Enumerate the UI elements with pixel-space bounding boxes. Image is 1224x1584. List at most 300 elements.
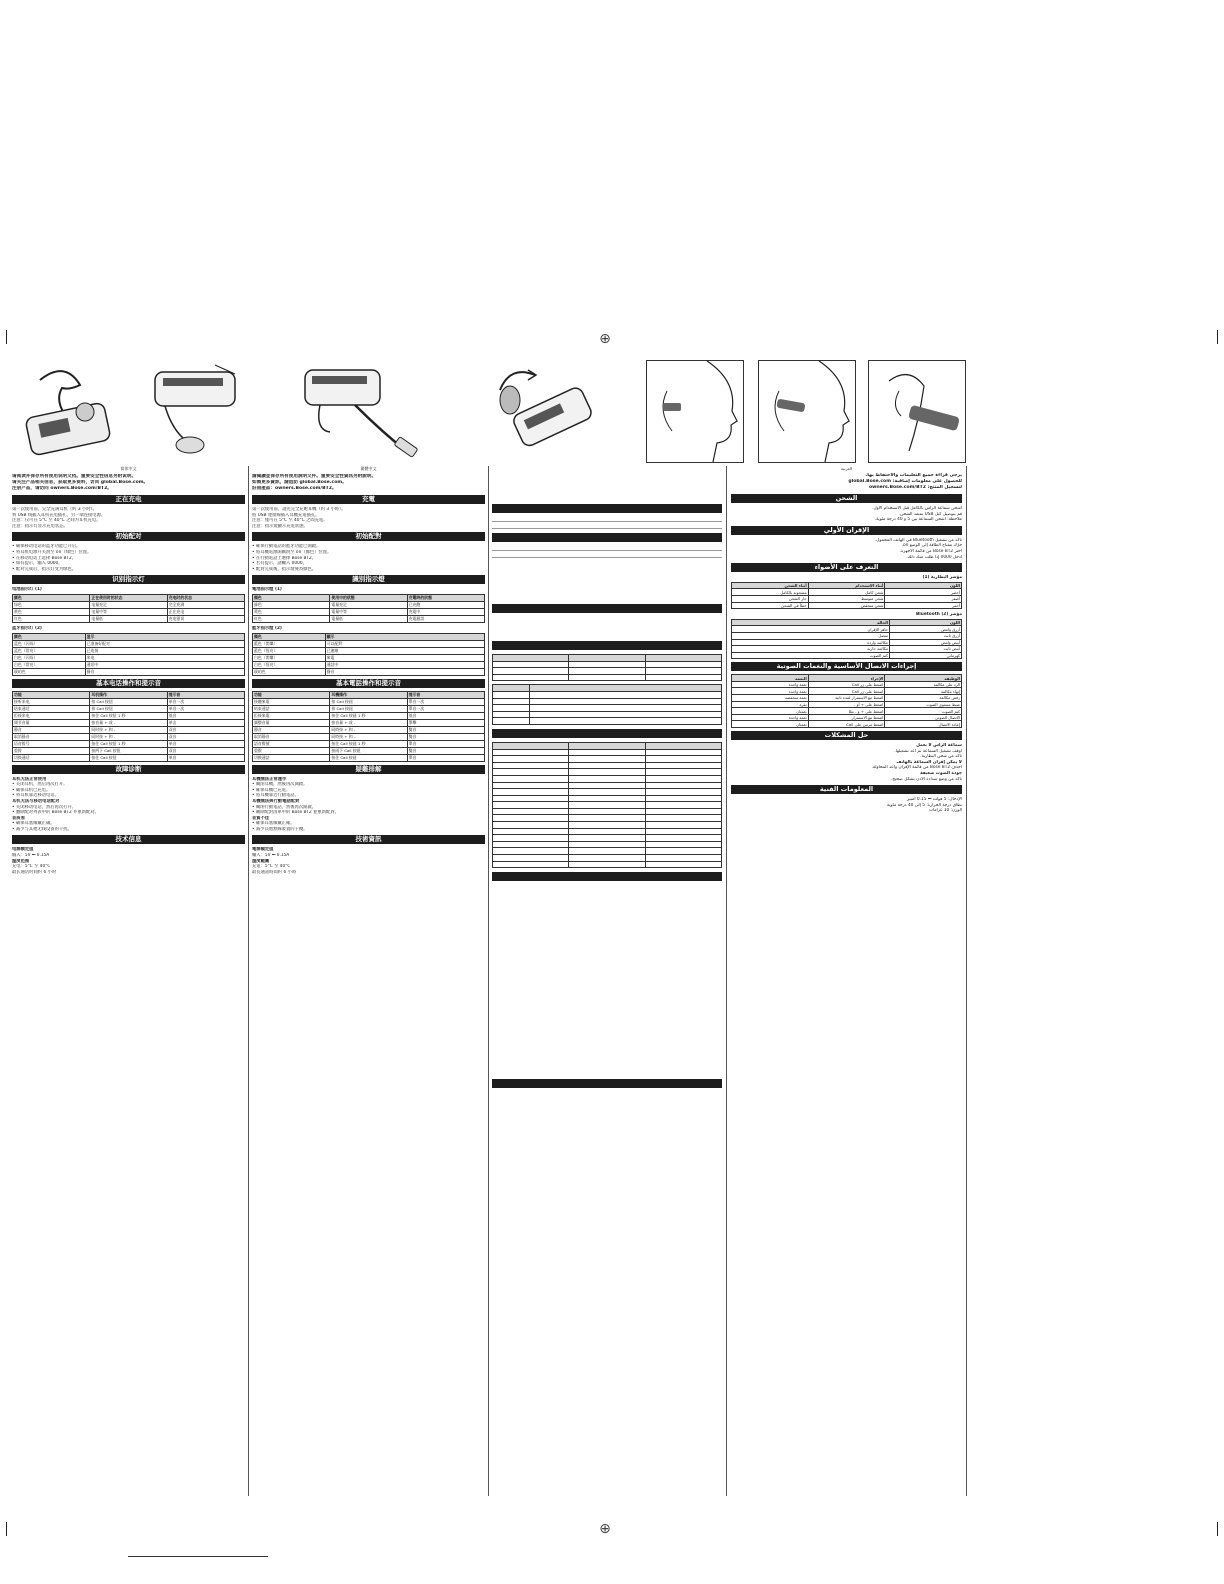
table-cell: شحن منخفض (808, 602, 885, 609)
table-cell: 同時按 + 和 - (330, 733, 407, 740)
table-cell: 按音量 + 或 - (330, 719, 407, 726)
text-line: • 确保耳机已充电。 (12, 787, 51, 793)
wear-step-1-icon (646, 360, 744, 463)
text-line: 注意：指示灯显示充电状态。 (12, 523, 68, 529)
table-row (732, 701, 962, 708)
table-row (13, 698, 245, 705)
text-line: 第一次使用前，完全充满耳机（约 3 小时）。 (12, 507, 97, 512)
table-cell: 电量充足 (90, 601, 167, 608)
rule-line (492, 546, 722, 551)
table-cell: اضغط مع الاستمرار لمدة ثانية (808, 695, 885, 702)
blank-table (492, 684, 722, 725)
table-cell: 按住 Call 按钮 1 秒 (90, 712, 167, 719)
text-line: 输入：5V ⎓ 0.15A (12, 853, 50, 859)
table-cell: إنهاء مكالمة (885, 688, 962, 695)
column-simplified-chinese (12, 466, 245, 1496)
table-cell: 通話中 (325, 661, 484, 668)
text-line: 溫度範圍 (252, 858, 270, 864)
table-cell: الرد على مكالمة (885, 681, 962, 688)
table-row (13, 668, 245, 675)
table-cell: 蓝色（常亮） (13, 647, 86, 654)
table-cell: 双音 (167, 747, 244, 754)
table-row (253, 747, 485, 754)
crop-mark (6, 1522, 7, 1536)
text-line: اختر Bose BT2 من قائمة الأجهزة. (899, 548, 962, 554)
table-cell: متصل (732, 632, 890, 639)
table-cell: 按 Call 按钮 (90, 705, 167, 712)
table-row (253, 754, 485, 761)
table-row (253, 705, 485, 712)
table-label: مؤشر Bluetooth (2) (916, 612, 962, 618)
text-line: • 确保移动电话的蓝牙功能已开启。 (12, 544, 81, 550)
text-line: • 關閉行動電話，然後再次開啟。 (252, 804, 317, 810)
table-header: 顏色 (253, 594, 330, 601)
text-line: • 删除配对列表中的 Bose BT2 并重新配对。 (12, 810, 99, 816)
section-bar (492, 504, 722, 513)
table-header: 正在使用时的状态 (90, 594, 167, 601)
text-line: • 關閉耳機，然後再次開啟。 (252, 782, 308, 788)
table-cell: 按住 Call 按鈕 1 秒 (330, 740, 407, 747)
battery-indicator-table (12, 594, 245, 623)
table-cell: 同时按 + 和 - (90, 726, 167, 733)
section-heading: 充電 (252, 495, 485, 504)
intro-line: 請閱讀並保存所有使用說明文件。重要安全性資訊另附說明。 (252, 474, 377, 479)
text-line: • 配对完成后，指示灯变为绿色。 (12, 566, 77, 572)
table-row (732, 652, 962, 659)
table-cell: 充電錯誤 (407, 615, 484, 622)
table-cell: أحمر (885, 602, 962, 609)
table-cell: مكالمة واردة (732, 639, 890, 646)
column-divider (248, 466, 249, 1496)
registration-mark-icon: ⊕ (599, 331, 611, 347)
table-cell: 静音 (13, 726, 90, 733)
phone-operations-table (252, 691, 485, 762)
table-row (253, 640, 485, 647)
section-bar (492, 1079, 722, 1088)
text-line: الإدخال: 5 فولت ⎓ 0.15 أمبير (907, 797, 962, 803)
crop-mark (1217, 1522, 1218, 1536)
table-cell: 白色（闪烁） (13, 654, 86, 661)
table-row (13, 719, 245, 726)
table-cell: 結束通話 (253, 705, 330, 712)
table-header: 功能 (253, 691, 330, 698)
text-line: 注意：仅可在 5°C 至 40°C 之间为耳机充电。 (12, 518, 101, 524)
section-heading: الإقران الأولي (731, 526, 962, 535)
table-cell: 黄色 (13, 608, 90, 615)
text-line: 耳機無法與行動電話配對 (252, 798, 300, 804)
text-line: 最长通话时间约 6 小时 (12, 869, 57, 875)
text-line: اشحن سماعة الرأس بالكامل قبل الاستخدام الأول. (872, 506, 962, 511)
text-line: • 将耳机电源开关滑至 on（绿色）位置。 (12, 549, 92, 555)
table-cell: 白色（閃爍） (253, 654, 326, 661)
text-line: تأكد من تشغيل Bluetooth في الهاتف المحمول. (874, 537, 962, 543)
table-cell: 蓝色（闪烁） (13, 640, 86, 647)
section-heading: 技術資訊 (252, 835, 485, 844)
table-cell: 單音 (407, 740, 484, 747)
table-row (253, 661, 485, 668)
table-cell: 單音 (407, 754, 484, 761)
text-line: • 確保行動電話的藍牙功能已開啟。 (252, 544, 321, 550)
blank-table (492, 742, 722, 868)
section-heading: المعلومات الفنية (731, 785, 962, 794)
table-row (732, 721, 962, 728)
table-header: 顏色 (253, 633, 326, 640)
table-row (13, 654, 245, 661)
table-cell: 白色（恆亮） (253, 661, 326, 668)
table-row (732, 681, 962, 688)
table-cell: 通话中 (85, 661, 244, 668)
table-cell: 拒接來電 (253, 712, 330, 719)
table-cell: 接听来电 (13, 698, 90, 705)
text-line: 電源額定值 (252, 847, 274, 853)
table-cell: 切换通话 (13, 754, 90, 761)
table-row (732, 646, 962, 653)
table-cell: 按音量 + 或 - (90, 719, 167, 726)
table-cell: شحن كامل (808, 589, 885, 596)
table-cell: 电量低 (90, 615, 167, 622)
text-line: • 减少与其他无线设备的干扰。 (12, 826, 72, 832)
text-line: سماعة الرأس لا تعمل (916, 743, 962, 749)
table-cell: 靜音 (253, 726, 330, 733)
table-header: 颜色 (13, 594, 90, 601)
table-row (253, 712, 485, 719)
table-row (13, 661, 245, 668)
table-cell: 單音一次 (407, 698, 484, 705)
table-cell: 静音 (85, 668, 244, 675)
table-cell: 單音一次 (407, 705, 484, 712)
footer-rule (128, 1556, 268, 1557)
table-cell: أبيض وامض (890, 639, 962, 646)
language-label: العربية (841, 466, 852, 471)
text-line: 將 USB 連接線插入耳機充電插孔。 (252, 512, 320, 518)
table-cell: 单音一次 (167, 698, 244, 705)
section-heading: الشحن (731, 494, 962, 503)
text-line: 最長通話時間約 6 小時 (252, 869, 297, 875)
headset-charging-icon (290, 360, 440, 465)
table-row (253, 698, 485, 705)
rule-line (492, 524, 722, 529)
table-cell: 取消靜音 (253, 733, 330, 740)
table-cell: نغمة منخفضة (732, 695, 809, 702)
crop-mark (1217, 330, 1218, 344)
table-label: 藍牙指示燈 (2) (252, 625, 282, 631)
text-line: احذف Bose BT2 من قائمة الإقران وأعد المحاولة. (871, 765, 962, 771)
table-cell: رفض مكالمة (885, 695, 962, 702)
table-row (13, 640, 245, 647)
section-heading: التعرف على الأضواء (731, 563, 962, 572)
table-cell: 拒接来电 (13, 712, 90, 719)
phone-operations-table (731, 674, 962, 728)
text-line: • 确保耳塞佩戴正确。 (12, 821, 55, 827)
table-cell: أزرق ثابت (890, 632, 962, 639)
text-line: • 將耳機電源開關滑至 on（綠色）位置。 (252, 549, 332, 555)
headset-side-icon (145, 360, 245, 465)
table-cell: 紅色 (253, 615, 330, 622)
table-cell: 黃色 (253, 608, 330, 615)
section-heading: 基本電話操作和提示音 (252, 679, 485, 688)
text-line: 耳机无法正常使用 (12, 776, 47, 782)
table-cell: أخضر (885, 589, 962, 596)
text-line: • 若有提示，請輸入 0000。 (252, 561, 307, 567)
text-line: • 刪除配對清單中的 Bose BT2 並重新配對。 (252, 810, 339, 816)
table-header: أثناء الشحن (732, 582, 809, 589)
table-cell: أصفر (885, 595, 962, 602)
table-row (253, 733, 485, 740)
table-header: 耳机操作 (90, 691, 167, 698)
text-line: 音質不佳 (252, 815, 270, 821)
column-arabic (731, 466, 962, 1496)
rule-line (492, 553, 722, 558)
table-cell: 正在充电 (167, 608, 244, 615)
table-row (13, 615, 245, 622)
table-label: 蓝牙指示灯 (2) (12, 625, 42, 631)
table-header: الإجراء (808, 675, 885, 682)
text-line: تأكد من شحن البطارية. (920, 754, 962, 760)
table-row (732, 602, 962, 609)
section-heading: 正在充电 (12, 495, 245, 504)
text-line: • 关闭耳机，然后再次打开。 (12, 782, 68, 788)
table-row (732, 639, 962, 646)
table-cell: 按住 Call 按鈕 1 秒 (330, 712, 407, 719)
table-label: 電池指示燈 (1) (252, 587, 282, 593)
table-cell: 藍色（閃爍） (253, 640, 326, 647)
table-row (732, 626, 962, 633)
table-header: 功能 (13, 691, 90, 698)
section-heading: 疑難排解 (252, 765, 485, 774)
column-divider (726, 466, 727, 1496)
table-cell: 藍色（恆亮） (253, 647, 326, 654)
table-cell: أبيض ثابت (890, 646, 962, 653)
table-cell: 低音 (407, 712, 484, 719)
table-cell: نغمة واحدة (732, 688, 809, 695)
intro-line: 请阅读并保存所有使用说明文档。重要安全性信息另附说明。 (12, 474, 137, 479)
table-cell: 切換通話 (253, 754, 330, 761)
table-cell: 同時按 + 和 - (330, 726, 407, 733)
text-line: • 減少其他無線裝置的干擾。 (252, 826, 308, 832)
table-row (732, 632, 962, 639)
table-cell: مكالمة جارية (732, 646, 890, 653)
section-bar (492, 872, 722, 881)
table-cell: 來電 (325, 654, 484, 661)
table-row (13, 726, 245, 733)
table-header: الوظيفة (885, 675, 962, 682)
text-line: 第一次使用前，請先完全充飽耳機（約 3 小時）。 (252, 507, 346, 512)
section-bar (492, 641, 722, 650)
table-row (253, 647, 485, 654)
table-cell: كهرماني (890, 652, 962, 659)
intro-line: 註冊產品：owners.Bose.com/BT2。 (252, 486, 337, 491)
table-cell: 白色（常亮） (13, 661, 86, 668)
bluetooth-indicator-table (731, 619, 962, 660)
text-line: 注意：僅可在 5°C 至 40°C 之間充電。 (252, 518, 328, 524)
section-heading: إجراءات الاتصال الأساسية والنغمات الصوتية (731, 662, 962, 671)
intro (252, 474, 485, 492)
table-row (253, 615, 485, 622)
section-heading: 基本电话操作和提示音 (12, 679, 245, 688)
table-cell: الاتصال الصوتي (885, 714, 962, 721)
section-heading: 初始配对 (12, 532, 245, 541)
table-cell: 琥珀色 (253, 668, 326, 675)
table-cell: نغمة واحدة (732, 681, 809, 688)
table-row (253, 654, 485, 661)
section-bar (492, 729, 722, 738)
text-line: لا يمكن إقران السماعة بالهاتف (896, 759, 962, 765)
section-heading: حل المشكلات (731, 731, 962, 740)
table-cell: 按两下 Call 按钮 (90, 747, 167, 754)
text-line: • 如有提示，输入 0000。 (12, 561, 63, 567)
table-cell: 已准备好配对 (85, 640, 244, 647)
table-label: 电池指示灯 (1) (12, 587, 42, 593)
table-cell: مشحونة بالكامل (732, 589, 809, 596)
text-line: 耳机无法与移动电话配对 (12, 798, 60, 804)
table-cell: نقرة (732, 701, 809, 708)
text-line: • 確保耳塞佩戴正確。 (252, 821, 295, 827)
table-row (732, 695, 962, 702)
table-row (253, 601, 485, 608)
intro-line: 如需更多資訊，請造訪 global.Bose.com。 (252, 480, 347, 485)
text-line: • 在移动电话上选择 Bose BT2。 (12, 555, 77, 561)
table-label: مؤشر البطارية (1) (922, 575, 962, 581)
text-line: 将 USB 线插入耳机充电插孔，另一端连接电源。 (12, 512, 106, 518)
table-cell: شحن متوسط (808, 595, 885, 602)
table-row (732, 714, 962, 721)
table-row (253, 726, 485, 733)
table-cell: 電量充足 (330, 601, 407, 608)
table-row (13, 754, 245, 761)
table-cell: 按兩下 Call 按鈕 (330, 747, 407, 754)
text-line: أدخل 0000 إذا طُلب منك ذلك. (906, 554, 962, 560)
wear-step-3-icon (868, 360, 966, 463)
bluetooth-indicator-table (252, 633, 485, 676)
table-cell: اضغط مع الاستمرار (808, 714, 885, 721)
crop-mark (6, 330, 7, 344)
table-header: 颜色 (13, 633, 86, 640)
text-line: • 將耳機靠近行動電話。 (252, 793, 299, 799)
text-line: 耳機無法正常運作 (252, 776, 287, 782)
column-blank-template (492, 466, 722, 1496)
table-cell: اضغط على زر Call (808, 681, 885, 688)
table-cell: 按住 Call 按钮 1 秒 (90, 740, 167, 747)
table-row (732, 589, 962, 596)
section-heading: 技术信息 (12, 835, 245, 844)
table-cell: 双音 (167, 733, 244, 740)
text-line: • 確保耳機已充電。 (252, 787, 291, 793)
table-cell: 结束通话 (13, 705, 90, 712)
table-cell: 琥珀色 (13, 668, 86, 675)
table-cell: 低音 (167, 712, 244, 719)
table-cell: 按 Call 按鈕 (330, 698, 407, 705)
table-header: 使用中的狀態 (330, 594, 407, 601)
table-cell: جارِ الشحن (732, 595, 809, 602)
table-cell: 語音撥號 (253, 740, 330, 747)
text-line: نطاق درجة الحرارة: 5 إلى 40 درجة مئوية (886, 802, 962, 808)
eartip-rotate-icon (480, 360, 600, 465)
column-divider (966, 466, 967, 1496)
table-cell: 单音 (167, 740, 244, 747)
table-cell: 同时按 + 和 - (90, 733, 167, 740)
table-cell: 電量低 (330, 615, 407, 622)
intro (12, 474, 245, 492)
table-row (13, 733, 245, 740)
table-cell: 按 Call 按钮 (90, 698, 167, 705)
table-cell: 調整音量 (253, 719, 330, 726)
table-cell: 取消静音 (13, 733, 90, 740)
table-row (13, 608, 245, 615)
table-cell: 已連線 (325, 647, 484, 654)
text-line: 电源额定值 (12, 847, 34, 853)
section-heading: 識別指示燈 (252, 575, 485, 584)
table-cell: ضبط مستوى الصوت (885, 701, 962, 708)
table-cell: 充電中 (407, 608, 484, 615)
table-row (13, 601, 245, 608)
table-cell: 来电 (85, 654, 244, 661)
section-heading: 识别指示灯 (12, 575, 245, 584)
column-divider (488, 466, 489, 1496)
table-row (253, 608, 485, 615)
table-cell: 红色 (13, 615, 90, 622)
table-row (13, 740, 245, 747)
table-header: اللون (890, 619, 962, 626)
table-header: 提示音 (407, 691, 484, 698)
language-label: 简体中文 (120, 466, 137, 471)
text-line: • 在行動電話上選擇 Bose BT2。 (252, 555, 317, 561)
table-cell: 可以配對 (325, 640, 484, 647)
table-cell: 语音拨号 (13, 740, 90, 747)
text-line: • 将耳机靠近移动电话。 (12, 793, 59, 799)
intro-line: 请关注产品相关信息，获取更多资料，访问 global.Bose.com。 (12, 480, 149, 485)
table-cell: نغمتان (732, 708, 809, 715)
text-line: أوقف تشغيل السماعة ثم أعد تشغيلها. (894, 748, 962, 754)
table-row (253, 740, 485, 747)
text-line: الوزن: 10 غرامات (928, 808, 962, 814)
table-header: اللون (885, 582, 962, 589)
table-row (13, 647, 245, 654)
table-cell: 單擊 (407, 719, 484, 726)
table-cell: 綠色 (253, 601, 330, 608)
battery-indicator-table (252, 594, 485, 623)
table-cell: كتم الصوت (732, 652, 890, 659)
table-header: النغمة (732, 675, 809, 682)
table-header: 耳機操作 (330, 691, 407, 698)
text-line: 充電：5°C 至 40°C (252, 864, 291, 870)
text-line: • 关闭移动电话，然后再次打开。 (12, 804, 77, 810)
language-label: 繁體中文 (360, 466, 377, 471)
table-header: أثناء الاستخدام (808, 582, 885, 589)
table-cell: اضغط مرتين على Call (808, 721, 885, 728)
text-line: • 配對完成後，指示燈變為綠色。 (252, 566, 317, 572)
table-cell: 重拨 (13, 747, 90, 754)
text-line: تأكد من وضع سدادة الأذن بشكل صحيح. (890, 776, 962, 782)
table-row (13, 712, 245, 719)
text-line: 輸入：5V ⎓ 0.15A (252, 853, 290, 859)
text-line: 温度范围 (12, 858, 30, 864)
table-cell: كتم الصوت (885, 708, 962, 715)
table-cell: 充电错误 (167, 615, 244, 622)
section-bar (492, 533, 722, 542)
text-line: ملاحظة: اشحن السماعة بين 5 و 40 درجة مئوية. (874, 517, 962, 523)
table-cell: 已充飽 (407, 601, 484, 608)
table-row (732, 708, 962, 715)
table-cell: 调节音量 (13, 719, 90, 726)
table-cell: خطأ في الشحن (732, 602, 809, 609)
intro-line: لتسجيل المنتج: owners.Bose.com/BT2 (868, 485, 962, 490)
intro-line: يرجى قراءة جميع التعليمات والاحتفاظ بها. (865, 473, 962, 478)
battery-indicator-table (731, 582, 962, 609)
text-line: جودة الصوت ضعيفة (920, 771, 962, 776)
table-row (732, 688, 962, 695)
table-cell: 雙音 (407, 747, 484, 754)
table-cell: اضغط على زر Call (808, 688, 885, 695)
